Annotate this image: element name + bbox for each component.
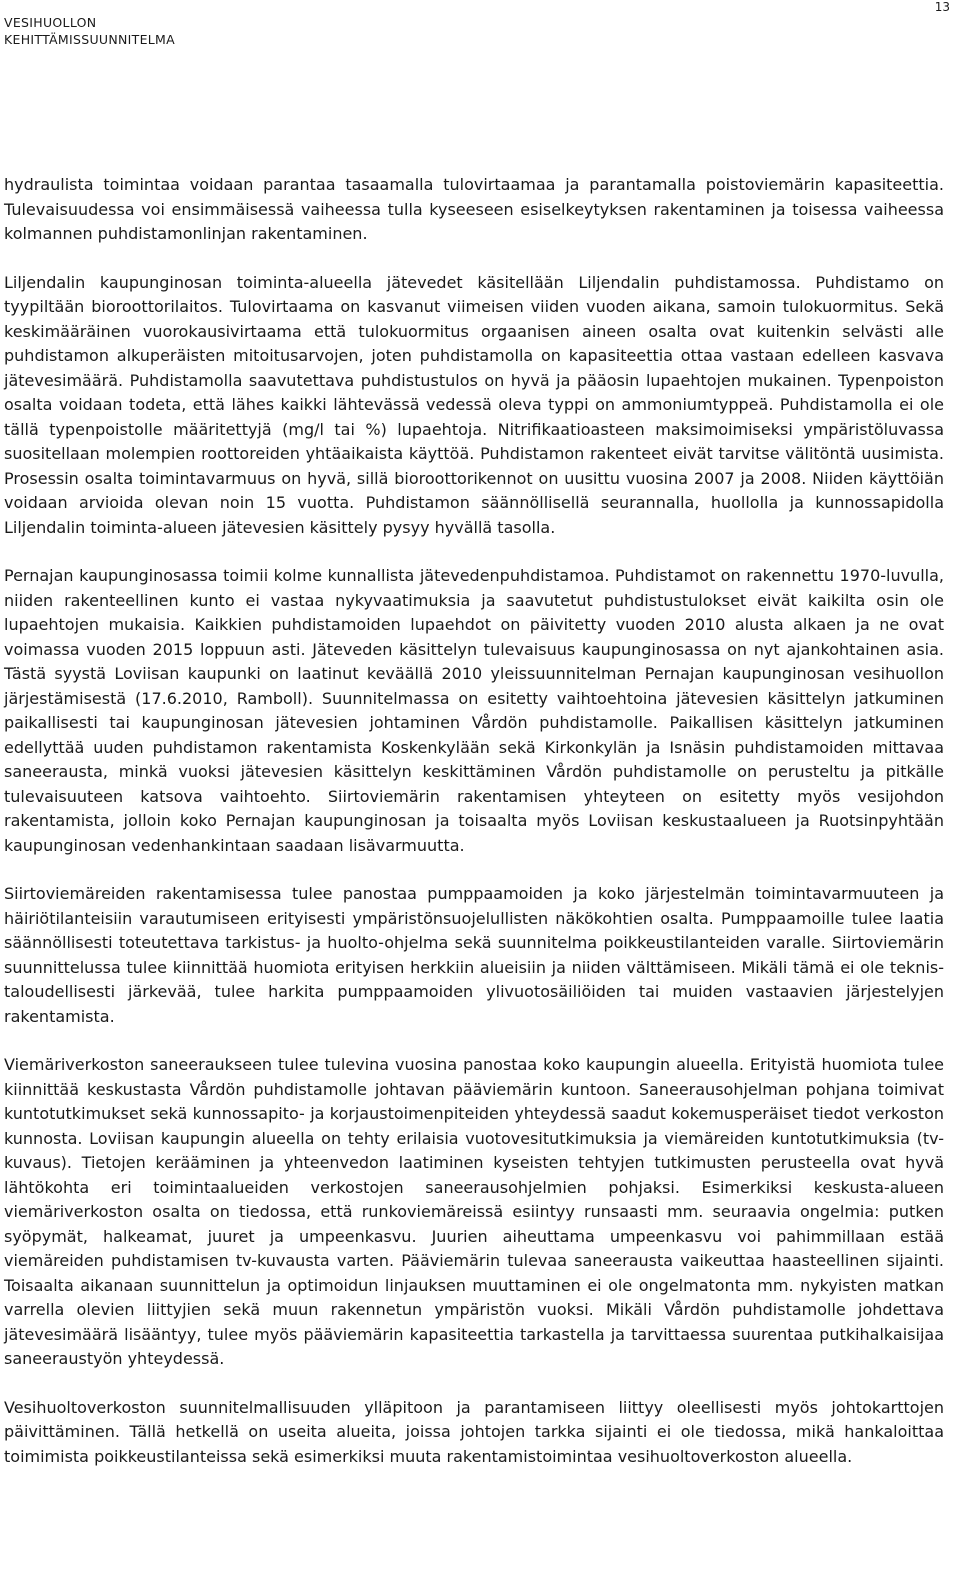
- header-line-2: KEHITTÄMISSUUNNITELMA: [4, 32, 175, 47]
- paragraph: Liljendalin kaupunginosan toiminta-alueella jätevedet käsitellään Liljendalin puhdistamossa. Puhdistamo on tyypiltään bioroottorilaitos. Tulovirtaama on kasvanut viimeisen viiden vuoden aikana, samoin tulokuormitus. Sekä keskimääräinen vuorokausivirtaama että tulokuormitus orgaanisen aineen osalta ovat kuitenkin selvästi alle puhdistamon alkuperäisten mitoitusarvojen, joten puhdistamolla on kapasiteettia ottaa vastaan edelleen kasvava jätevesimäärä. Puhdistamolla saavutettava puhdistustulos on hyvä ja pääosin lupaehtojen mukainen. Typenpoiston osalta voidaan todeta, että lähes kaikki lähtevässä vedessä oleva typpi on ammoniumtyppeä. Puhdistamolla ei ole tällä typenpoistolle määritettyjä (mg/l tai %) lupaehtoja. Nitrifikaatioasteen maksimoimiseksi ympäristöluvassa suositellaan molempien roottoreiden yhtäaikaista käyttöä. Puhdistamon rakenteet eivät tarvitse välitöntä uusimista. Prosessin osalta toimintavarmuus on hyvä, sillä bioroottorikennot on uusittu vuosina 2007 ja 2008. Niiden käyttöiän voidaan arvioida olevan noin 15 vuotta. Puhdistamon säännöllisellä seurannalla, huollolla ja kunnossapidolla Liljendalin toiminta-alueen jätevesien käsittely pysyy hyvällä tasolla.: [4, 272, 944, 537]
- paragraph: Siirtoviemäreiden rakentamisessa tulee panostaa pumppaamoiden ja koko järjestelmän toimintavarmuuteen ja häiriötilanteisiin varautumiseen erityisesti ympäristönsuojelullisten näkökohtien osalta. Pumppaamoille tulee laatia säännöllisesti toteutettava tarkistus- ja huolto-ohjelma sekä suunnitelma poikkeustilanteiden varalle. Siirtoviemärin suunnittelussa tulee kiinnittää huomiota erityisen herkkiin alueisiin ja niiden välttämiseen. Mikäli tämä ei ole teknis-taloudellisesti järkevää, tulee harkita pumppaamoiden ylivuotosäiliöiden tai muiden vastaavien järjestelyjen rakentamista.: [4, 884, 944, 1026]
- paragraph: Viemäriverkoston saneeraukseen tulee tulevina vuosina panostaa koko kaupungin alueella. Erityistä huomiota tulee kiinnittää keskustasta Vårdön puhdistamolle johtavan pääviemärin kuntoon. Saneerausohjelman pohjana toimivat kuntotutkimukset sekä kunnossapito- ja korjaustoimenpiteiden yhteydessä saadut kokemusperäiset tiedot verkoston kunnosta. Loviisan kaupungin alueella on tehty erilaisia vuotovesitutkimuksia ja viemäreiden kuntotutkimuksia (tv-kuvaus). Tietojen kerääminen ja yhteenvedon laatiminen kyseisten tehtyjen tutkimusten perusteella ovat hyvä lähtökohta eri toimintaalueiden verkostojen saneerausohjelmien pohjaksi. Esimerkiksi keskusta-alueen viemäriverkoston osalta on tiedossa, että runkoviemäreissä esiintyy runsaasti mm. seuraavia ongelmia: putken syöpymät, halkeamat, juuret ja umpeenkasvu. Juurien aiheuttama umpeenkasvu voi pahimmillaan estää viemäreiden puhdistamisen tv-kuvausta varten. Pääviemärin tulevaa saneerausta vaikeuttaa haasteellinen sijainti. Toisaalta aikanaan suunnittelun ja optimoidun linjauksen muuttaminen ei ole ongelmatonta mm. nykyisten matkan varrella olevien liittyjien sekä muun rakennetun ympäristön vuoksi. Mikäli Vårdön puhdistamolle johdettava jätevesimäärä lisääntyy, tulee myös pääviemärin kapasiteettia tarkastella ja tarvittaessa suurentaa putkihalkaisijaa saneeraustyön yhteydessä.: [4, 1055, 944, 1368]
- paragraph: hydraulista toimintaa voidaan parantaa tasaamalla tulovirtaamaa ja parantamalla poistoviemärin kapasiteettia. Tulevaisuudessa voi ensimmäisessä vaiheessa tulla kyseeseen esiselkeytyksen rakentaminen ja toisessa vaiheessa kolmannen puhdistamonlinjan rakentaminen.: [4, 175, 944, 243]
- paragraph: Vesihuoltoverkoston suunnitelmallisuuden ylläpitoon ja parantamiseen liittyy oleellisesti myös johtokarttojen päivittäminen. Tällä hetkellä on useita alueita, joissa johtojen tarkka sijainti ei ole tiedossa, mikä hankaloittaa toimimista poikkeustilanteissa sekä esimerkiksi muuta rakentamistoimintaa vesihuoltoverkoston alueella.: [4, 1397, 944, 1466]
- page-number: 13: [934, 0, 950, 14]
- header-line-1: VESIHUOLLON: [4, 15, 97, 30]
- paragraph: Pernajan kaupunginosassa toimii kolme kunnallista jätevedenpuhdistamoa. Puhdistamot on rakennettu 1970-luvulla, niiden rakenteellinen kunto ei vastaa nykyvaatimuksia ja saavutetut puhdistustulokset eivät kaikilta osin ole lupaehtojen mukaisia. Kaikkien puhdistamoiden lupaehdot on päivitetty vuoden 2010 alusta alkaen ja ne ovat voimassa vuoden 2015 loppuun asti. Jäteveden käsittelyn tulevaisuus kaupunginosassa on nyt ajankohtainen asia. Tästä syystä Loviisan kaupunki on laatinut keväällä 2010 yleissuunnitelman Pernajan kaupunginosan vesihuollon järjestämisestä (17.6.2010, Ramboll). Suunnitelmassa on esitetty vaihtoehtoina jätevesien käsittelyn jatkuminen paikallisesti tai kaupunginosan jätevesien johtaminen Vårdön puhdistamolle. Paikallisen käsittelyn jatkuminen edellyttää uuden puhdistamon rakentamista Koskenkylään sekä Kirkonkylän ja Isnäsin puhdistamoiden mittavaa saneerausta, minkä vuoksi jätevesien käsittelyn keskittäminen Vårdön puhdistamolle on perusteltu ja pitkälle tulevaisuuteen katsova vaihtoehto. Siirtoviemärin rakentamisen yhteyteen on esitetty myös vesijohdon rakentamista, jolloin koko Pernajan kaupunginosan ja toisaalta myös Loviisan keskustaalueen ja Ruotsinpyhtään kaupunginosan vedenhankintaan saadaan lisävarmuutta.: [4, 566, 944, 855]
- document-body: [4, 173, 944, 1469]
- document-header: [4, 14, 175, 48]
